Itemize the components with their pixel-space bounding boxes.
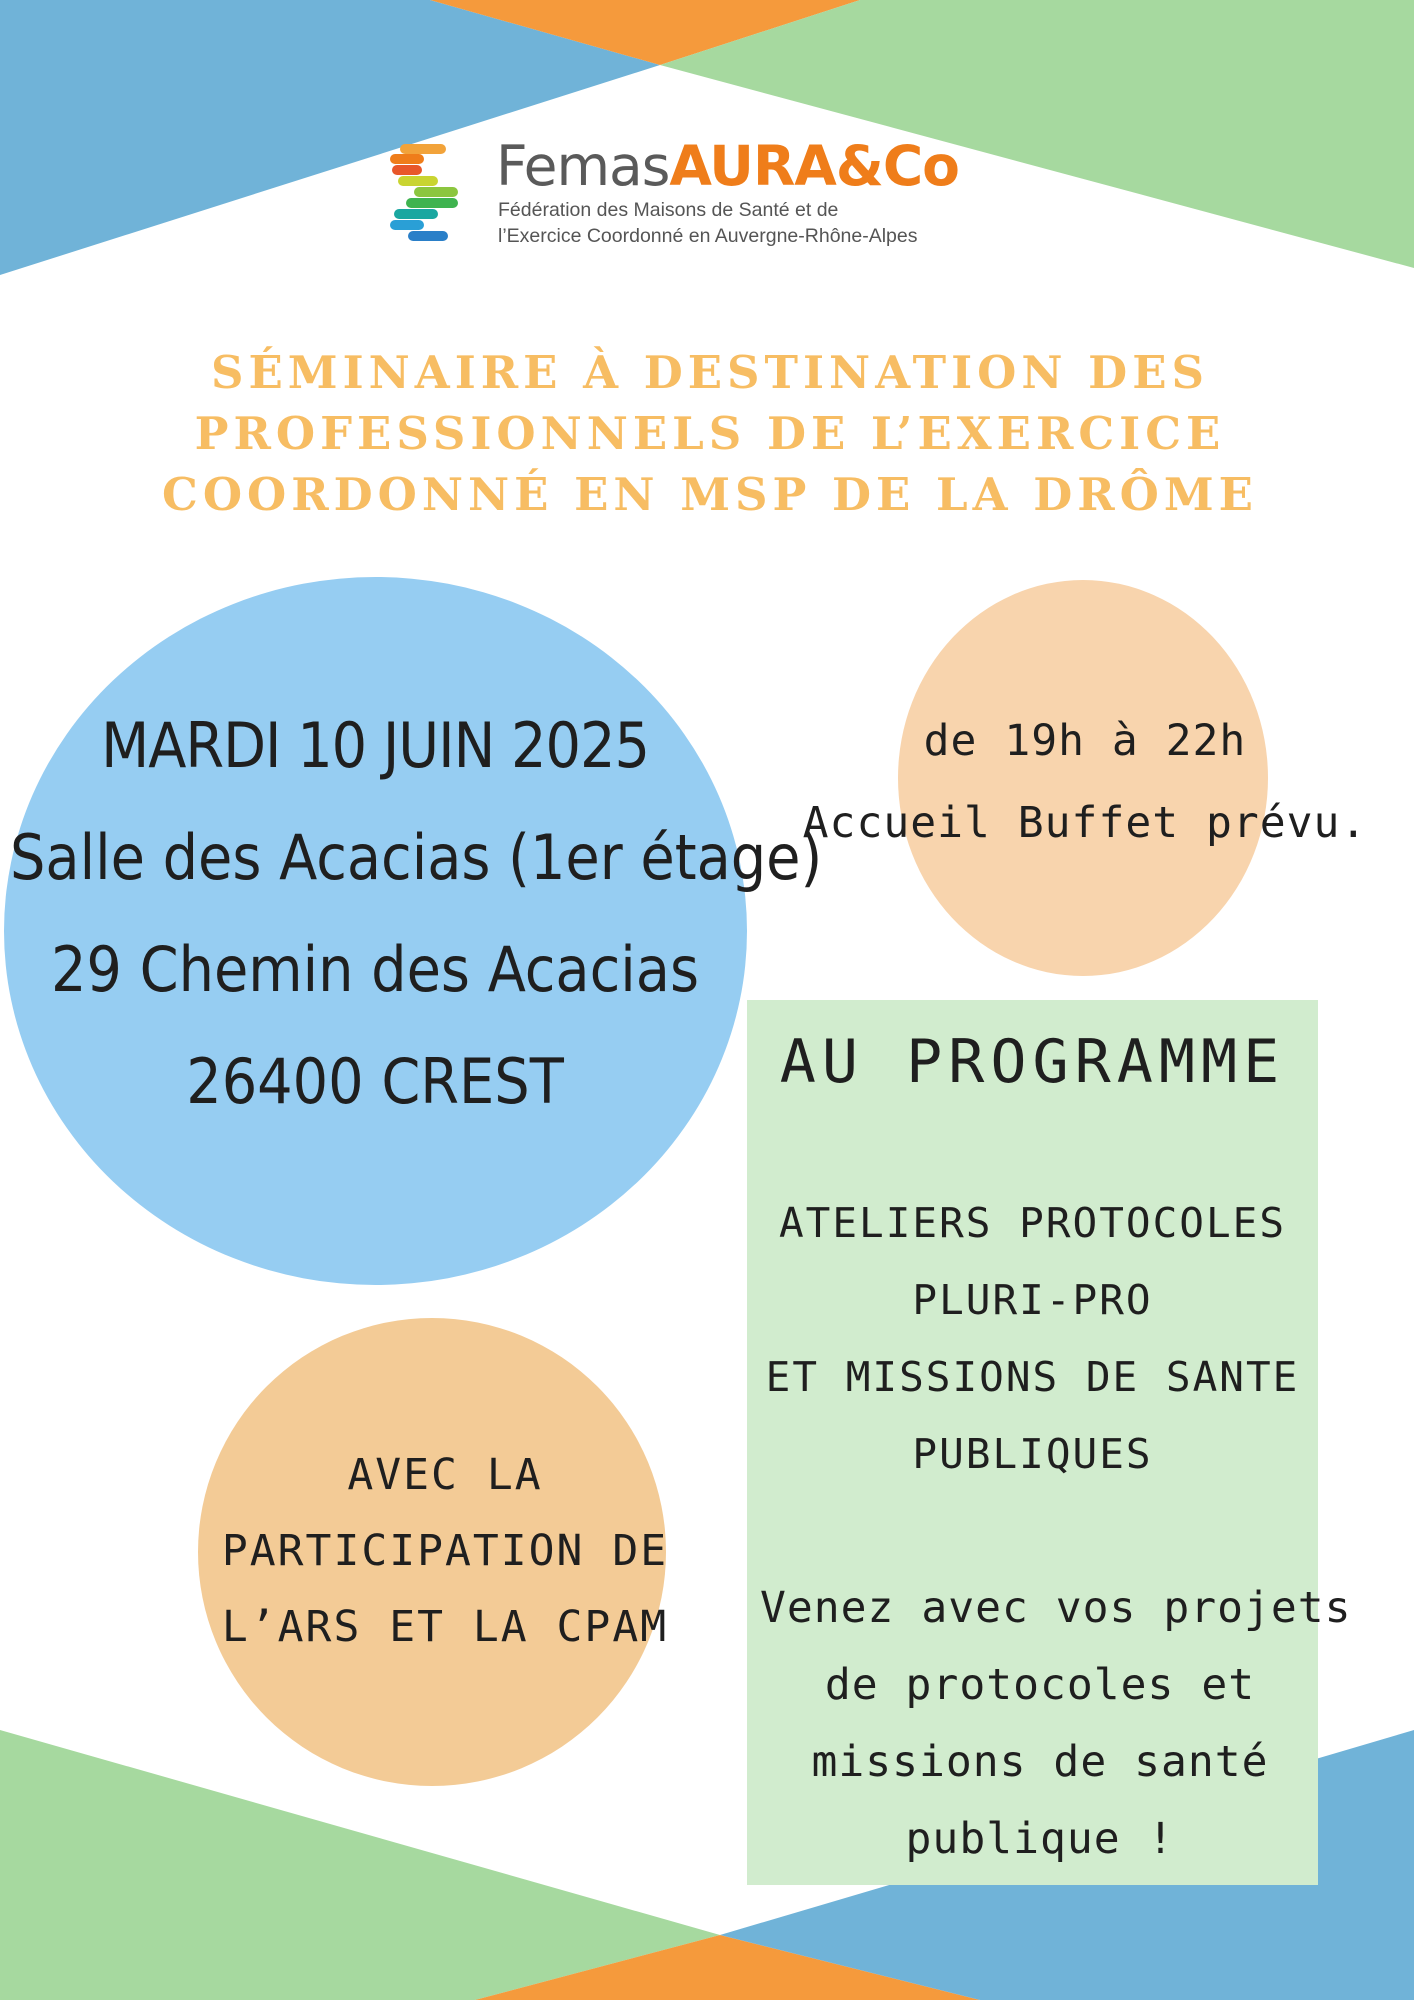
program-item-line2: PLURI-PRO	[912, 1276, 1153, 1324]
program-note-line4: publique !	[905, 1814, 1175, 1864]
logo-name-femas: Femas	[496, 134, 670, 198]
femas-logo	[388, 135, 988, 255]
program-note-line3: missions de santé	[811, 1737, 1269, 1787]
program-note-line1: Venez avec vos projets	[760, 1583, 1352, 1633]
program-note	[760, 1570, 1352, 1878]
schedule-hours: de 19h à 22h	[923, 716, 1247, 766]
event-date: MARDI 10 JUIN 2025	[101, 709, 649, 782]
program-item-line3: ET MISSIONS DE SANTE	[765, 1353, 1300, 1401]
event-street: 29 Chemin des Acacias	[50, 933, 700, 1006]
participation-text	[210, 1437, 680, 1665]
title-line1: SÉMINAIRE À DESTINATION DES	[211, 346, 1209, 399]
schedule-details	[800, 700, 1370, 864]
title-line3: COORDONNÉ EN MSP DE LA DRÔME	[162, 468, 1258, 521]
schedule-buffet: Accueil Buffet prévu.	[802, 798, 1368, 848]
participation-line2: PARTICIPATION DE	[221, 1526, 669, 1576]
program-item-line1: ATELIERS PROTOCOLES	[779, 1199, 1286, 1247]
event-venue: Salle des Acacias (1er étage)	[10, 821, 823, 894]
logo-subtitle-line1: Fédération des Maisons de Santé et de	[498, 199, 839, 221]
logo-wordmark	[496, 135, 959, 197]
title-line2: PROFESSIONNELS DE L’EXERCICE	[194, 407, 1226, 460]
page-title	[80, 342, 1340, 525]
program-note-line2: de protocoles et	[824, 1660, 1256, 1710]
participation-line3: L’ARS ET LA CPAM	[221, 1602, 669, 1652]
program-heading: AU PROGRAMME	[779, 1027, 1286, 1097]
participation-line1: AVEC LA	[347, 1450, 543, 1500]
logo-subtitle	[498, 197, 918, 249]
event-details	[10, 690, 823, 1138]
logo-name-aura: AURA&Co	[669, 134, 959, 198]
program-item-line4: PUBLIQUES	[912, 1430, 1153, 1478]
stacked-s-logo-icon	[388, 140, 464, 250]
logo-subtitle-line2: l’Exercice Coordonné en Auvergne-Rhône-Alpes	[498, 225, 918, 247]
program-items	[747, 1185, 1318, 1493]
event-city: 26400 CREST	[186, 1045, 564, 1118]
